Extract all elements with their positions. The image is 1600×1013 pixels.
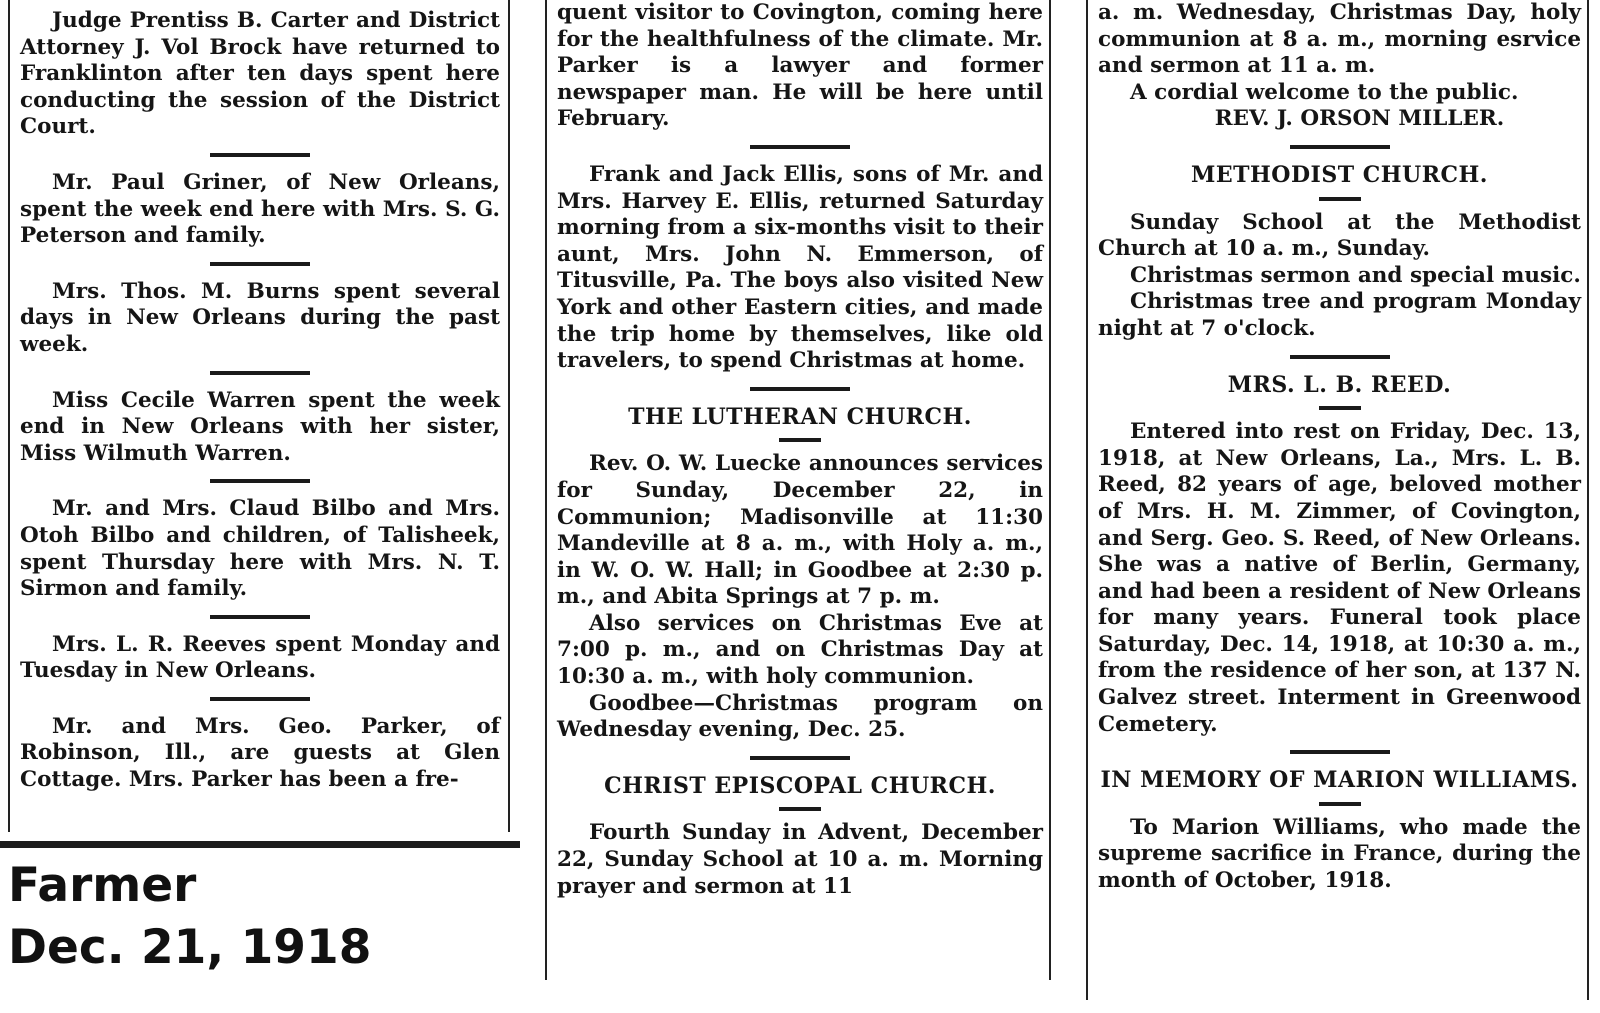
news-column-3 [1086, 0, 1589, 1000]
news-item: Mrs. L. R. Reeves spent Monday and Tuesday in New Orleans. [20, 631, 500, 684]
obituary-text: Entered into rest on Friday, Dec. 13, 1918, at New Orleans, La., Mrs. L. B. Reed, 82 years of age, beloved mother of Mrs. H. M. Zimmer, of Covington, and Serg. Geo. S. Reed, of New Orleans. She was a native of Berlin, Germany, and had been a resident of New Orleans for many years. Funeral took place Saturday, Dec. 14, 1918, at 10:30 a. m., from the residence of her son, at 137 N. Galvez street. Interment in Greenwood Cemetery. [1098, 419, 1581, 737]
news-item: Miss Cecile Warren spent the week end in New Orleans with her sister, Miss Wilmuth Warren. [20, 387, 500, 466]
heading-rule [1319, 802, 1361, 806]
column-rule [750, 387, 850, 391]
section-heading-lutheran: THE LUTHERAN CHURCH. [628, 403, 972, 430]
church-notice: Also services on Christmas Eve at 7:00 p. m., and on Christmas Day at 10:30 a. m., with holy communion. [557, 610, 1043, 690]
church-notice: Rev. O. W. Luecke announces services for Sunday, December 22, in Communion; Madisonville at 11:30 Mandeville at 8 a. m., with Holy a. m., in W. O. W. Hall; in Goodbee at 2:30 p. m., and Abita Springs at 7 p. m. [557, 451, 1043, 610]
column-rule [210, 153, 310, 157]
news-item-continued: quent visitor to Covington, coming here for the healthfulness of the climate. Mr. Parker is a lawyer and former newspaper man. He will be here until February. [557, 0, 1043, 132]
news-item: Judge Prentiss B. Carter and District Attorney J. Vol Brock have returned to Franklinton after ten days spent here conducting the session of the District Court. [20, 8, 500, 140]
section-heading-memorial: IN MEMORY OF MARION WILLIAMS. [1100, 767, 1579, 794]
news-item: Frank and Jack Ellis, sons of Mr. and Mrs. Harvey E. Ellis, returned Saturday morning from a six-months visit to their aunt, Mrs. John N. Emmerson, of Titusville, Pa. The boys also visited New York and other Eastern cities, and made the trip home by themselves, like old travelers, to spend Christmas at home. [557, 161, 1043, 374]
signature: REV. J. ORSON MILLER. [1214, 106, 1505, 132]
caption-date: Dec. 21, 1918 [8, 920, 372, 975]
caption-divider [0, 841, 520, 848]
heading-rule [779, 438, 821, 442]
heading-rule [1319, 406, 1361, 410]
column-rule [210, 262, 310, 266]
church-notice: Fourth Sunday in Advent, December 22, Sunday School at 10 a. m. Morning prayer and sermon at 11 [557, 820, 1043, 899]
section-heading-episcopal: CHRIST EPISCOPAL CHURCH. [604, 772, 996, 799]
church-notice: A cordial welcome to the public. [1130, 79, 1519, 105]
clipping-caption [8, 855, 371, 979]
news-item: Mr. and Mrs. Geo. Parker, of Robinson, Ill., are guests at Glen Cottage. Mrs. Parker has been a fre- [20, 713, 500, 793]
column-rule [210, 697, 310, 701]
column-rule [210, 615, 310, 619]
news-item: Mr. and Mrs. Claud Bilbo and Mrs. Otoh Bilbo and children, of Talisheek, spent Thursday here with Mrs. N. T. Sirmon and family. [20, 496, 500, 602]
church-notice-continued: a. m. Wednesday, Christmas Day, holy communion at 8 a. m., morning esrvice and sermon at 11 a. m. [1098, 0, 1581, 79]
heading-rule [1319, 197, 1361, 201]
caption-publication: Farmer [8, 858, 197, 913]
church-notice: Sunday School at the Methodist Church at 10 a. m., Sunday. [1098, 209, 1581, 262]
news-column-1 [8, 0, 510, 832]
heading-rule [779, 807, 821, 811]
news-column-2 [545, 0, 1051, 980]
column-rule [750, 145, 850, 149]
column-rule [210, 479, 310, 483]
column-rule [1290, 750, 1390, 754]
column-rule [210, 371, 310, 375]
church-notice: Goodbee—Christmas program on Wednesday evening, Dec. 25. [557, 690, 1043, 743]
memorial-text: To Marion Williams, who made the supreme sacrifice in France, during the month of October, 1918. [1098, 814, 1581, 894]
church-notice: Christmas tree and program Monday night at 7 o'clock. [1098, 289, 1581, 341]
church-notice: Christmas sermon and special music. [1130, 262, 1581, 288]
column-rule [750, 756, 850, 760]
news-item: Mr. Paul Griner, of New Orleans, spent the week end here with Mrs. S. G. Peterson and family. [20, 169, 500, 249]
news-item: Mrs. Thos. M. Burns spent several days in New Orleans during the past week. [20, 278, 500, 357]
section-heading-methodist: METHODIST CHURCH. [1191, 161, 1488, 188]
section-heading-obituary: MRS. L. B. REED. [1227, 371, 1452, 398]
column-rule [1290, 145, 1390, 149]
column-rule [1290, 355, 1390, 359]
